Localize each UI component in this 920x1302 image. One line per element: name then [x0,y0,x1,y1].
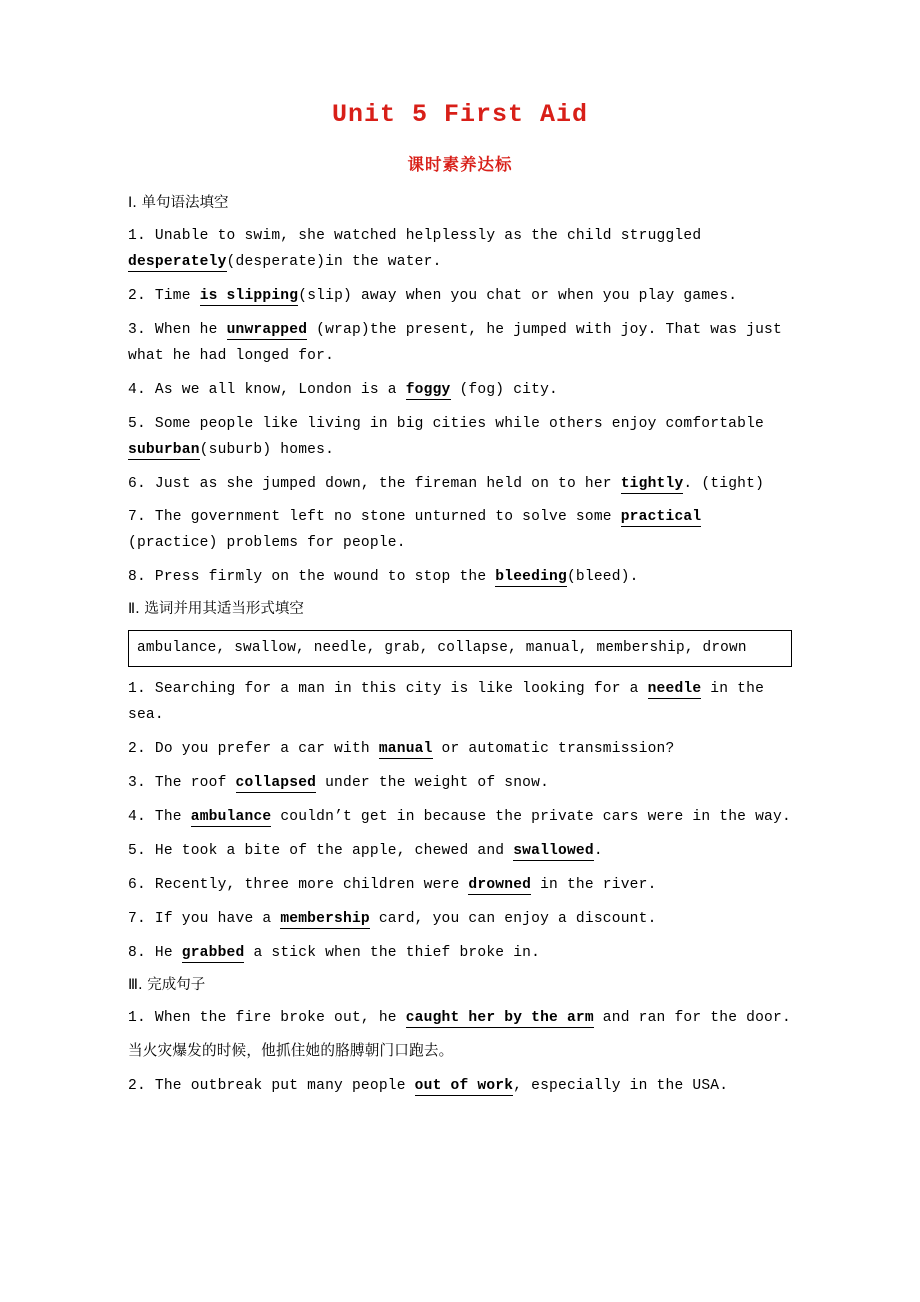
question-text-pre: The [154,809,191,826]
question-item [128,677,792,729]
section-heading-2: Ⅱ. 选词并用其适当形式填空 [128,601,304,618]
question-text-pre: Press firmly on the wound to stop the [154,569,496,586]
question-item [128,472,792,498]
page-title: Unit 5 First Aid [331,100,589,129]
answer-blank: needle [647,681,702,698]
page-subtitle: 课时素养达标 [407,155,513,174]
question-item [128,284,792,310]
question-item [128,1006,792,1032]
answer-blank: is slipping [199,287,299,304]
answer-blank: grabbed [181,945,245,962]
answer-blank: drowned [468,877,532,894]
question-text-pre: When the fire broke out, he [154,1009,406,1026]
question-item [128,224,792,276]
question-item [128,1074,792,1100]
question-number: 3. [128,775,146,792]
question-item [128,941,792,967]
question-text-pre: Just as she jumped down, the fireman held on to her [154,475,621,492]
question-text-post: (fog) city. [450,381,559,398]
question-text-pre: Do you prefer a car with [154,741,379,758]
question-text-post: couldn’t get in because the private cars were in the way. [271,809,791,826]
question-text-pre: The outbreak put many people [154,1077,415,1094]
question-text-post: in the sea. [128,681,765,724]
question-number: 7. [128,911,146,928]
question-text-post: (wrap)the present, he jumped with joy. That was just what he had longed for. [128,321,782,364]
question-text-post: in the river. [531,877,657,894]
question-item [128,565,792,591]
answer-blank: manual [378,741,433,758]
question-text-pre: Recently, three more children were [154,877,469,894]
question-text-pre: The roof [154,775,236,792]
question-text-post: (slip) away when you chat or when you play games. [298,287,738,304]
question-text-pre: Time [154,287,200,304]
question-number: 4. [128,809,146,826]
question-item [128,873,792,899]
question-text-pre: He [154,945,182,962]
question-text-pre: Unable to swim, she watched helplessly as the child struggled [154,227,702,244]
question-number: 8. [128,945,146,962]
question-text-post: (bleed). [566,569,639,586]
question-text-post: (desperate)in the water. [226,253,442,270]
question-item [128,318,792,370]
question-number: 8. [128,569,146,586]
question-text-post: card, you can enjoy a discount. [369,911,657,928]
question-item [128,839,792,865]
question-number: 5. [128,415,146,432]
answer-blank: desperately [128,253,227,270]
answer-blank: foggy [405,381,451,398]
question-text-post: or automatic transmission? [432,741,675,758]
question-text-post: . (tight) [683,475,765,492]
question-number: 6. [128,877,146,894]
question-text-post: . [593,843,603,860]
question-number: 5. [128,843,146,860]
question-text-post: (practice) problems for people. [128,535,406,552]
word-bank: ambulance, swallow, needle, grab, collapse, manual, membership, drown [128,630,792,667]
section-heading-3: Ⅲ. 完成句子 [128,977,206,993]
question-text-pre: Some people like living in big cities while others enjoy comfortable [154,415,765,432]
question-text-pre: When he [154,321,227,338]
question-text-post: a stick when the thief broke in. [244,945,541,962]
question-item [128,505,792,557]
question-text-post: , especially in the USA. [513,1077,729,1094]
question-number: 2. [128,1077,146,1094]
answer-blank: practical [620,509,702,526]
question-number: 1. [128,227,146,244]
question-item [128,378,792,404]
question-number: 2. [128,741,146,758]
question-number: 1. [128,1009,146,1026]
question-item [128,805,792,831]
answer-blank: out of work [414,1077,514,1094]
answer-blank: ambulance [190,809,272,826]
question-text-pre: If you have a [154,911,281,928]
question-text-pre: The government left no stone unturned to solve some [154,509,621,526]
question-text-pre: He took a bite of the apple, chewed and [154,843,514,860]
section-heading-1: Ⅰ. 单句语法填空 [128,195,229,211]
answer-blank: membership [280,911,370,928]
question-number: 6. [128,475,146,492]
question-translation: 当火灾爆发的时候，他抓住她的胳膊朝门口跑去。 [128,1043,454,1060]
question-item [128,907,792,933]
question-number: 7. [128,509,146,526]
answer-blank: caught her by the arm [405,1009,594,1026]
question-text-post: (suburb) homes. [199,441,335,458]
question-number: 2. [128,287,146,304]
question-text-post: and ran for the door. [593,1009,791,1026]
question-item [128,737,792,763]
answer-blank: suburban [128,441,200,458]
answer-blank: tightly [620,475,684,492]
question-number: 1. [128,681,146,698]
answer-blank: unwrapped [226,321,308,338]
answer-blank: swallowed [513,843,594,860]
question-text-pre: As we all know, London is a [154,381,406,398]
question-text-post: under the weight of snow. [316,775,550,792]
question-item [128,412,792,464]
question-item [128,771,792,797]
question-number: 3. [128,321,146,338]
answer-blank: bleeding [495,569,567,586]
question-text-pre: Searching for a man in this city is like looking for a [154,681,648,698]
question-number: 4. [128,381,146,398]
answer-blank: collapsed [235,775,317,792]
